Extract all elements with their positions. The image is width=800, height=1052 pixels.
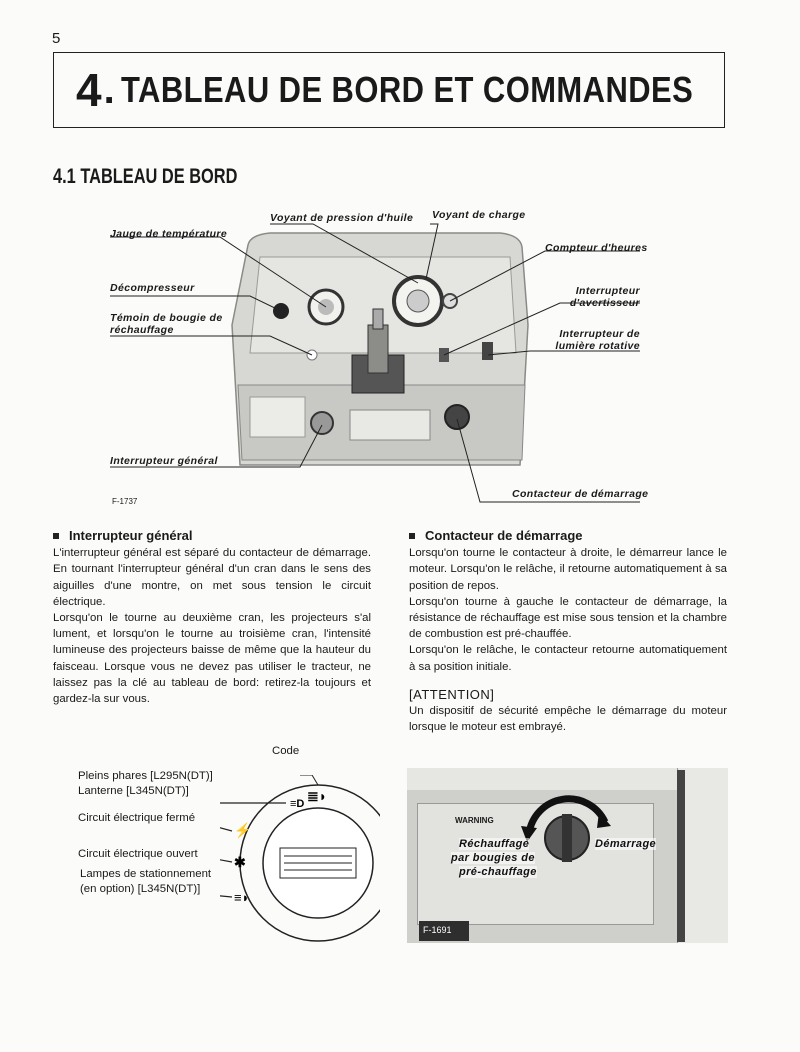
photo-start: Démarrage (595, 838, 657, 850)
label-main-switch: Interrupteur général (110, 455, 218, 467)
left-heading-text: Interrupteur général (69, 528, 193, 543)
photo-warning: WARNING (455, 816, 494, 825)
svg-text:≡◗: ≡◗ (234, 890, 250, 905)
figure-id-dashboard: F-1737 (112, 497, 138, 506)
label-glow-light-1: Témoin de bougie de (110, 312, 223, 324)
bullet-square (409, 533, 415, 539)
switch-open: Circuit électrique ouvert (78, 848, 198, 860)
label-beacon-switch-1: Interrupteur de (559, 328, 640, 340)
chapter-number: 4 (76, 64, 102, 116)
svg-text:✱: ✱ (234, 854, 246, 870)
switch-high-beam: Pleins phares [L295N(DT)] (78, 770, 213, 782)
switch-parking-2: (en option) [L345N(DT)] (80, 883, 201, 895)
page-number: 5 (52, 30, 61, 47)
label-oil-light: Voyant de pression d'huile (270, 212, 414, 224)
label-hour-meter: Compteur d'heures (545, 242, 648, 254)
label-decompressor: Décompresseur (110, 282, 195, 294)
right-paragraph-3: Lorsqu'on le relâche, le contacteur retourne automatiquement à sa position initiale. (409, 644, 727, 673)
chapter-heading (53, 52, 725, 128)
starter-photo (407, 768, 728, 943)
photo-preheat-2: par bougies de (451, 852, 535, 864)
right-heading-text: Contacteur de démarrage (425, 528, 583, 543)
label-beacon-switch-2: lumière rotative (555, 340, 640, 352)
label-temp-gauge: Jauge de température (110, 228, 228, 240)
figure-id-starter: F-1691 (423, 925, 452, 935)
bullet-square (53, 533, 59, 539)
left-paragraph-2: Lorsqu'on le tourne au deuxième cran, les projecteurs s'al lument, et lorsqu'on le tourne au troisième cran, l'intensité lumineuse des projecteurs baisse de même que la hauteur du faisceau. Lorsque vous ne devez pas utiliser le tracteur, ne laissez pas la clé au tableau de bord: retirez-la toujours et gardez-la sur vous. (53, 612, 371, 706)
left-paragraph-1: L'interrupteur général est séparé du contacteur de démarrage. En tournant l'interrupteur général d'un cran dans le sens des aiguilles d'une montre, on met sous tension le circuit électrique. (53, 547, 371, 608)
chapter-title: TABLEAU DE BORD ET COMMANDES (120, 69, 693, 110)
right-heading (409, 528, 727, 544)
label-horn-switch-2: d'avertisseur (569, 297, 640, 309)
photo-preheat-1: Réchauffage (459, 838, 530, 850)
chapter-dot: . (103, 67, 115, 112)
section-title: 4.1 TABLEAU DE BORD (53, 165, 238, 188)
attention-title: [ATTENTION] (409, 686, 495, 702)
svg-text:⚡: ⚡ (234, 822, 252, 838)
left-heading (53, 528, 371, 544)
switch-code: Code (272, 745, 300, 757)
label-horn-switch-1: Interrupteur (575, 285, 640, 297)
switch-lantern: Lanterne [L345N(DT)] (78, 785, 189, 797)
switch-closed: Circuit électrique fermé (78, 812, 196, 824)
label-charge-light: Voyant de charge (432, 209, 526, 221)
label-glow-light-2: réchauffage (110, 324, 174, 336)
label-starter: Contacteur de démarrage (512, 488, 649, 500)
attention-text: Un dispositif de sécurité empêche le démarrage du moteur lorsque le moteur est embrayé. (409, 705, 727, 734)
switch-parking-1: Lampes de stationnement (80, 868, 212, 880)
left-column (53, 528, 371, 707)
svg-text:≣◗: ≣◗ (307, 788, 328, 804)
right-paragraph-1: Lorsqu'on tourne le contacteur à droite, le démarreur lance le moteur. Lorsqu'on le relâche, il retourne automatiquement à sa position de repos. (409, 547, 727, 592)
photo-preheat-3: pré-chauffage (459, 866, 537, 878)
right-paragraph-2: Lorsqu'on tourne à gauche le contacteur de démarrage, la résistance de réchauffage est mise sous tension et la chambre de combustion est pré-chauffée. (409, 595, 727, 641)
svg-text:≡D: ≡D (290, 798, 305, 810)
light-switch-diagram (220, 775, 380, 945)
photo-rod (677, 770, 685, 942)
right-column (409, 528, 727, 735)
